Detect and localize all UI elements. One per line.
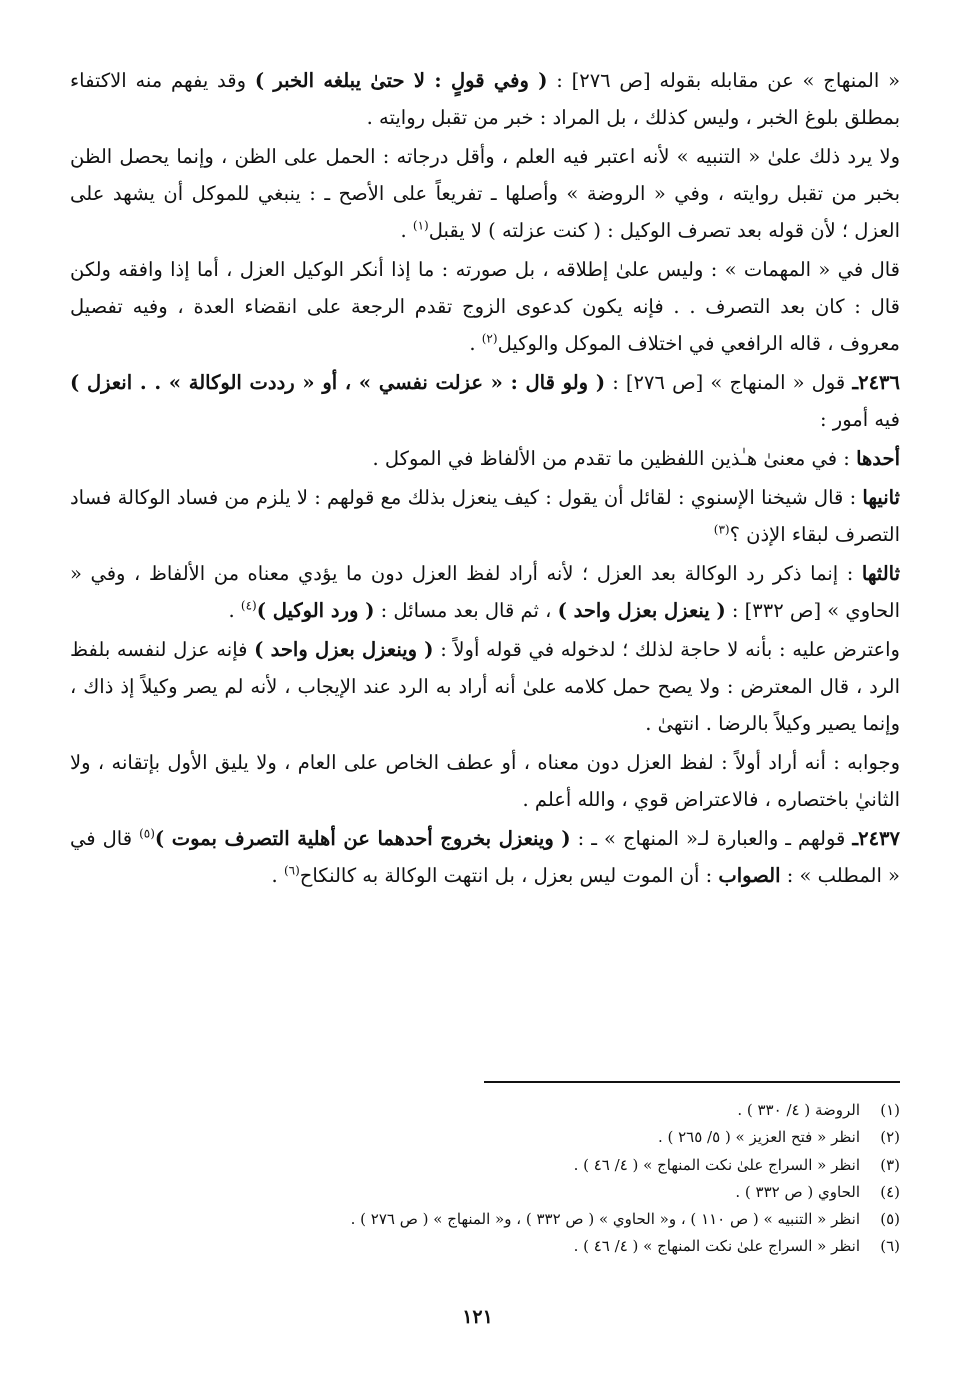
text-segment: .: [271, 864, 284, 887]
footnote-text: انظر « السراج علىٰ نكت المنهاج » ( ٤/ ٤٦ ) .: [573, 1155, 860, 1174]
paragraph: [70, 62, 900, 136]
text-segment: .: [228, 599, 241, 622]
text-segment: واعترض عليه : بأنه لا حاجة لذلك ؛ لدخوله في قوله أولاً :: [433, 638, 900, 661]
bold-text: ٢٤٣٦ـ: [852, 371, 900, 394]
bold-text: ( ينعزل بعزل واحد ): [557, 599, 726, 622]
text-segment: ولا يرد ذلك علىٰ « التنبيه » لأنه اعتبر فيه العلم ، وأقل درجاته : الحمل على الظن ، وإنما يحصل الظن بخبر من تقبل روايته ، وفي « الروضة » وأصلها ـ تفريعاً على الأصح ـ : ينبغي للموكل أن يشهد على العزل ؛ لأن قوله بعد تصرف الوكيل : ( كنت عزلته ) لا يقبل: [70, 145, 900, 242]
text-segment: « المنهاج » عن مقابله بقوله [ص ٢٧٦] :: [547, 69, 900, 92]
footnote-item: [70, 1233, 900, 1260]
text-segment: .: [469, 332, 482, 355]
paragraph: [70, 631, 900, 742]
footnote-number: (٤): [880, 1182, 900, 1201]
footnote-ref: (٣): [713, 522, 730, 537]
footnote-ref: (٦): [283, 863, 300, 878]
paragraph: [70, 744, 900, 818]
text-segment: .: [400, 219, 413, 242]
footnote-number: (٢): [880, 1128, 900, 1147]
text-segment: ، ثم قال بعد مسائل :: [374, 599, 558, 622]
paragraph: [70, 555, 900, 629]
footnote-item: [70, 1097, 900, 1124]
text-segment: وجوابه : أنه أراد أولاً : لفظ العزل دون معناه ، أو عطف الخاص على العام ، ولا يليق الأول بإتقانه ، ولا الثانيٰ باختصاره ، فالاعتراض قوي ، والله أعلم .: [70, 751, 900, 811]
text-segment: : في معنىٰ هـٰذين اللفظين ما تقدم من الألفاظ في الموكل .: [372, 447, 857, 470]
footnote-ref: (٥): [139, 826, 155, 841]
text-segment: : قال شيخنا الإسنوي : لقائل أن يقول : كيف ينعزل بذلك مع قولهم : لا يلزم من فساد الوكالة فساد التصرف لبقاء الإذن ؟: [70, 486, 900, 546]
text-segment: قولهم ـ والعبارة لـ« المنهاج » ـ :: [570, 827, 853, 850]
footnote-ref: (٤): [240, 598, 257, 613]
footnote-text: الروضة ( ٤/ ٣٣٠ ) .: [737, 1101, 860, 1119]
footnote-ref: (١): [412, 218, 429, 233]
bold-text: ثانيها: [862, 486, 900, 509]
text-segment: قال في « المهمات » : وليس علىٰ إطلاقه ، بل صورته : ما إذا أنكر الوكيل العزل ، أما إذا وافقه ولكن قال : كان بعد التصرف . . فإنه يكون كدعوى الزوج تقدم الرجعة على انقضاء العدة ، وفيه تفصيل معروف ، قاله الرافعي في اختلاف الموكل والوكيل: [70, 258, 900, 355]
text-segment: فإنه عزل لنفسه بلفظ الرد ، قال المعترض : ولا يصح حمل كلامه علىٰ أنه أراد به الرد عند الإيجاب ، لأنه لم يصر وكيلاً إذ ذاك ، وإنما يصير وكيلاً بالرضا . انتهىٰ .: [70, 638, 900, 735]
footnote-number: (٥): [880, 1210, 900, 1229]
footnote-item: [70, 1179, 900, 1206]
footnote-text: انظر « التنبيه » ( ص ١١٠ ) ، و« الحاوي » ( ص ٣٣٢ ) ، و« المنهاج » ( ص ٢٧٦ ) .: [350, 1210, 860, 1229]
footnote-divider: [484, 1081, 900, 1083]
bold-text: الصواب: [718, 864, 781, 887]
bold-text: ( وينعزل بخروج أحدهما عن أهلية التصرف بموت ): [154, 827, 571, 850]
bold-text: ثالثها: [861, 562, 900, 585]
bold-text: ( وينعزل بعزل واحد ): [254, 638, 434, 661]
footnotes: [70, 1097, 900, 1261]
page-number: ١٢١: [462, 1306, 493, 1328]
bold-text: أحدها: [856, 447, 900, 470]
text-segment: قول « المنهاج » [ص ٢٧٦] :: [605, 371, 853, 394]
text-segment: : إنما ذكر رد الوكالة بعد العزل ؛ لأنه أراد لفظ العزل دون ما يؤدي معناه من الألفاظ ، وفي « الحاوي » [ص ٣٣٢] :: [70, 562, 900, 622]
bold-text: ٢٤٣٧ـ: [852, 827, 901, 850]
footnote-text: الحاوي ( ص ٣٣٢ ) .: [735, 1182, 860, 1201]
text-segment: : أن الموت ليس بعزل ، بل انتهت الوكالة به كالنكاح: [299, 864, 719, 887]
footnote-item: [70, 1206, 900, 1233]
footnote-item: [70, 1124, 900, 1151]
footnote-number: (٣): [880, 1155, 900, 1174]
text-segment: وقد يفهم منه الاكتفاء بمطلق بلوغ الخبر ، وليس كذلك ، بل المراد : خبر من تقبل روايته .: [70, 69, 900, 129]
text-segment: قال في « المطلب » :: [70, 827, 900, 887]
paragraph: [70, 364, 900, 438]
paragraph: [70, 820, 900, 894]
footnote-item: [70, 1152, 900, 1179]
footnote-number: (٦): [880, 1237, 900, 1256]
paragraph: [70, 440, 900, 477]
footnote-text: انظر « السراج علىٰ نكت المنهاج » ( ٤/ ٤٦ ) .: [573, 1237, 860, 1256]
text-segment: فيه أمور :: [820, 408, 900, 431]
bold-text: ( ورد الوكيل ): [256, 599, 375, 622]
paragraph: [70, 138, 900, 249]
footnote-number: (١): [880, 1101, 900, 1119]
bold-text: ( ولو قال : « عزلت نفسي » ، أو « رددت الوكالة » . . انعزل ): [70, 371, 606, 394]
paragraph: [70, 251, 900, 362]
footnote-text: انظر « فتح العزيز » ( ٥/ ٢٦٥ ) .: [657, 1128, 860, 1147]
paragraph: [70, 479, 900, 553]
main-text: [70, 62, 900, 896]
footnote-ref: (٢): [481, 331, 498, 346]
bold-text: ( وفي قولٍ : لا حتىٰ يبلغه الخبر ): [254, 69, 548, 92]
